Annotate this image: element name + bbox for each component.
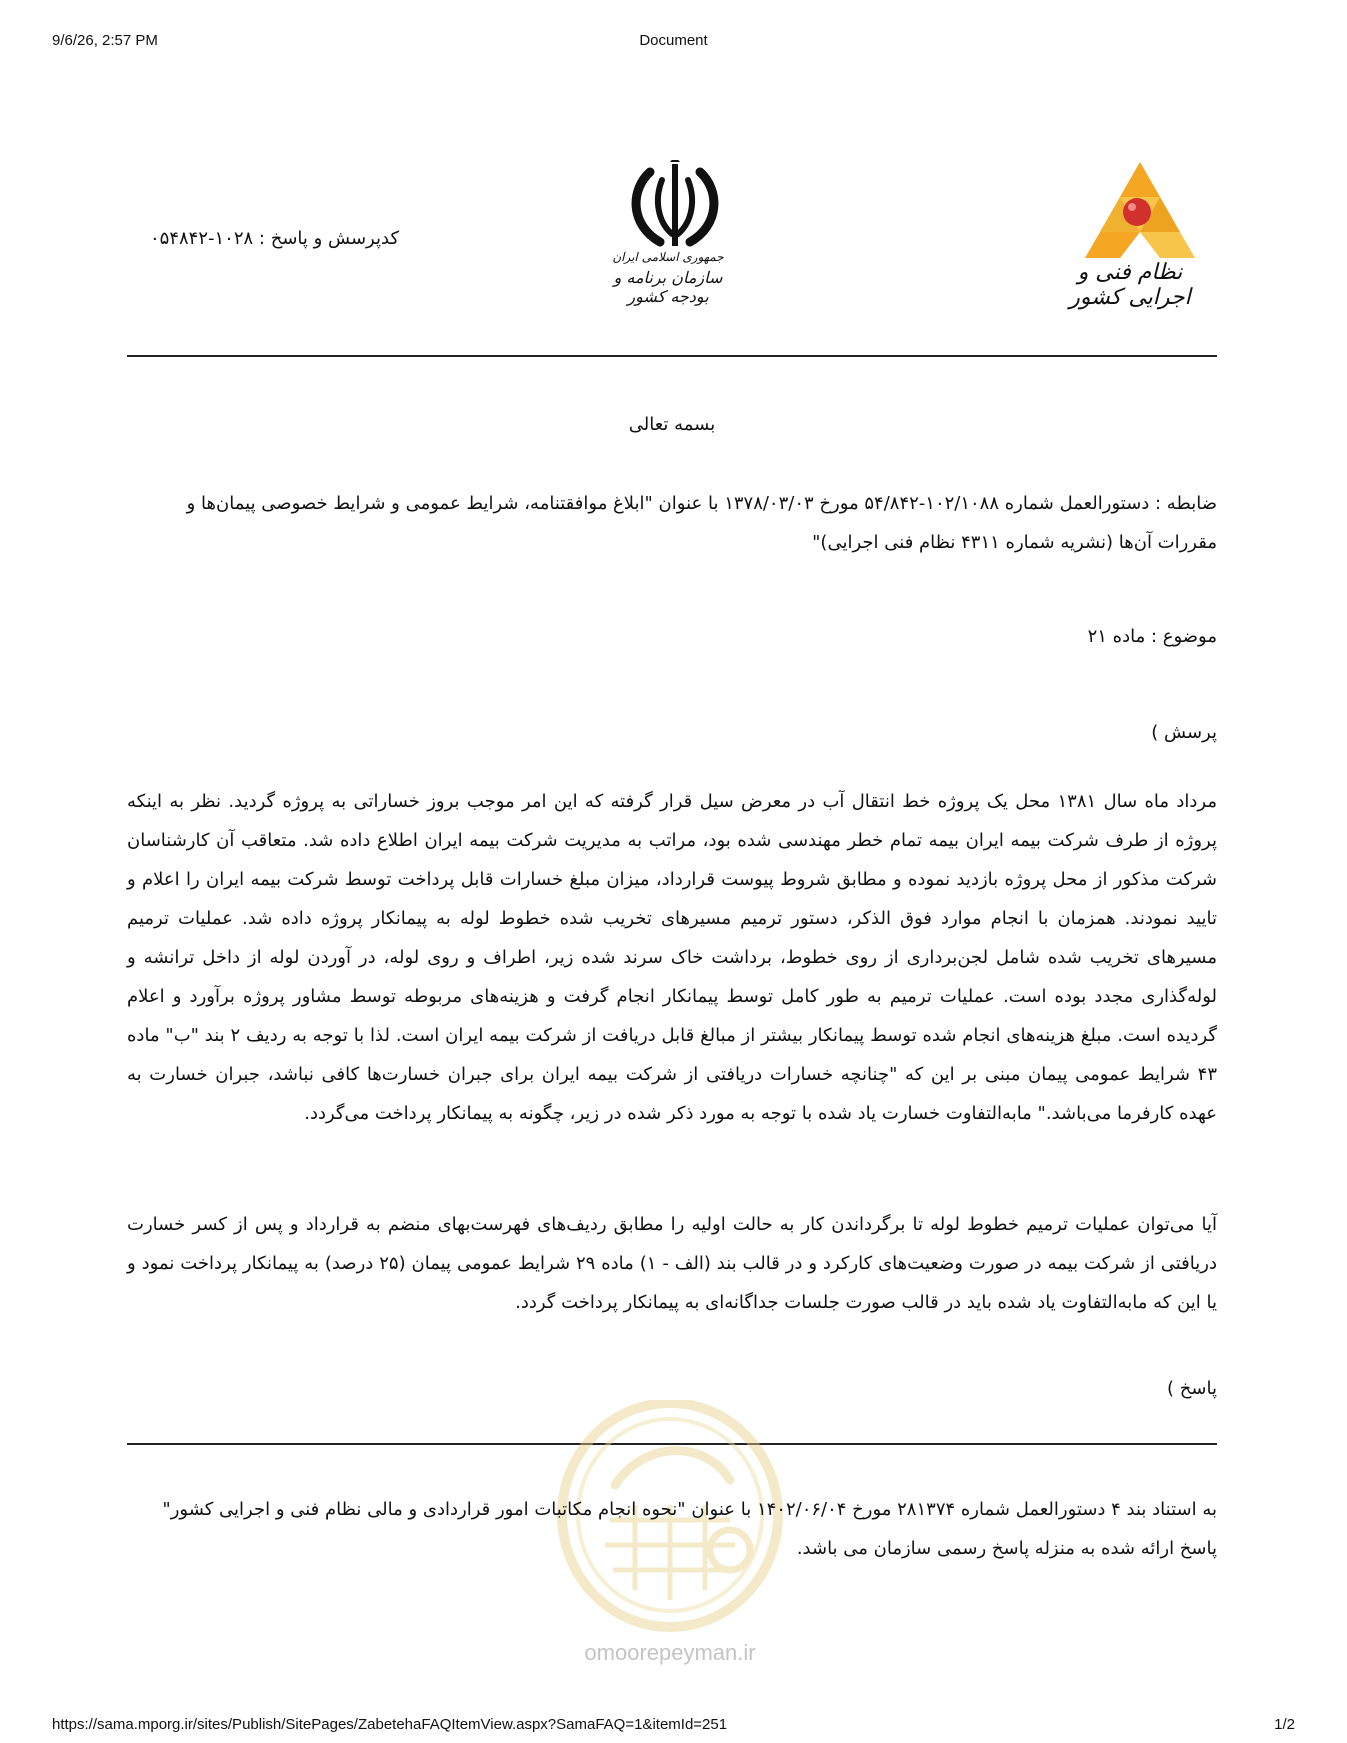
answer-heading: پاسخ ) (1167, 1378, 1217, 1399)
reference-code: کدپرسش و پاسخ : ۱۰۲۸-۰۵۴۸۴۲ (150, 228, 400, 249)
print-title: Document (639, 32, 708, 49)
header-divider (127, 355, 1217, 357)
page-number: 1/2 (1274, 1716, 1295, 1733)
basmala: بسمه تعالی (628, 414, 716, 435)
answer-text: به استناد بند ۴ دستورالعمل شماره ۲۸۱۳۷۴ مورخ ۱۴۰۲/۰۶/۰۴ با عنوان "نحوه انجام مکاتبات امور قراردادی و مالی نظام فنی و اجرایی کشور" پاسخ ارائه شده به منزله پاسخ رسمی سازمان می باشد. (162, 1499, 1217, 1559)
regulation-reference: ضابطه : دستورالعمل شماره ۱۰۲/۱۰۸۸-۵۴/۸۴۲ مورخ ۱۳۷۸/۰۳/۰۳ با عنوان "ابلاغ موافقتنامه، شرایط عمومی و شرایط خصوصی پیمان‌ها و مقررات آن‌ها (نشریه شماره ۴۳۱۱ نظام فنی اجرایی)" (186, 493, 1217, 553)
subject: موضوع : ماده ۲۱ (1087, 626, 1217, 647)
org-name: نظام فنی و اجرایی کشور (1069, 260, 1191, 310)
letterhead (0, 150, 1347, 340)
question-ask: آیا می‌توان عملیات ترمیم خطوط لوله تا برگرداندن کار به حالت اولیه را مطابق ردیف‌های فهرست‌بهای منضم به قرارداد و پس از کسر خسارت دریافتی از شرکت بیمه در صورت وضعیت‌های کارکرد و در قالب بند (الف - ۱) ماده ۲۹ شرایط عمومی پیمان (۲۵ درصد) به پیمانکار پرداخت نمود و یا این که مابه‌التفاوت یاد شده باید در قالب صورت جلسات جداگانه‌ای به پیمانکار پرداخت گردد. (127, 1214, 1217, 1313)
print-header (0, 32, 1347, 54)
print-footer (0, 1716, 1347, 1738)
print-datetime: 9/6/26, 2:57 PM (52, 32, 158, 49)
emblem-caption-line1: جمهوری اسلامی ایران (612, 250, 724, 264)
iran-emblem-icon (620, 160, 730, 255)
org-logo-icon (1085, 160, 1195, 260)
question-text: مرداد ماه سال ۱۳۸۱ محل یک پروژه خط انتقال آب در معرض سیل قرار گرفته که این امر موجب بروز خساراتی به پروژه گردید. نظر به اینکه پروژه از طرف شرکت بیمه ایران بیمه تمام خطر مهندسی شده بود، مراتب به مدیریت شرکت بیمه ایران اطلاع داده شد. متعاقب آن کارشناسان شرکت مذکور از محل پروژه بازدید نموده و مطابق شروط پیوست قرارداد، میزان مبلغ خسارات قابل پرداخت توسط شرکت بیمه ایران را اعلام و تایید نمودند. همزمان با انجام موارد فوق الذکر، دستور ترمیم مسیرهای تخریب شده خطوط لوله به پیمانکار پروژه داده شد. عملیات ترمیم مسیرهای تخریب شده شامل لجن‌برداری از روی خطوط، برداشت خاک سرند شده زیر، اطراف و روی لوله، در آوردن لوله از داخل ترانشه و لوله‌گذاری مجدد بوده است. عملیات ترمیم به طور کامل توسط پیمانکار انجام گرفت و هزینه‌های مربوطه توسط مشاور پروژه برآورد و اعلام گردیده است. مبلغ هزینه‌های انجام شده توسط پیمانکار بیشتر از مبالغ قابل دریافت از شرکت بیمه ایران است. لذا با توجه به ردیف ۲ بند "ب" ماده ۴۳ شرایط عمومی پیمان مبنی بر این که "چنانچه خسارات دریافتی از شرکت بیمه ایران برای جبران خسارت‌ها کافی نباشد، جبران خسارت به عهده کارفرما می‌باشد." مابه‌التفاوت خسارت یاد شده با توجه به مورد ذکر شده در زیر، چگونه به پیمانکار پرداخت می‌گردد. (127, 791, 1217, 1124)
emblem-caption (598, 250, 738, 306)
page-url[interactable]: https://sama.mporg.ir/sites/Publish/SitePages/ZabetehaFAQItemView.aspx?SamaFAQ=1&itemId=251 (52, 1716, 728, 1733)
watermark-text: omoorepeyman.ir (584, 1640, 756, 1665)
emblem-caption-line2: سازمان برنامه و بودجه کشور (613, 268, 723, 306)
question-heading: پرسش ) (1151, 722, 1217, 743)
